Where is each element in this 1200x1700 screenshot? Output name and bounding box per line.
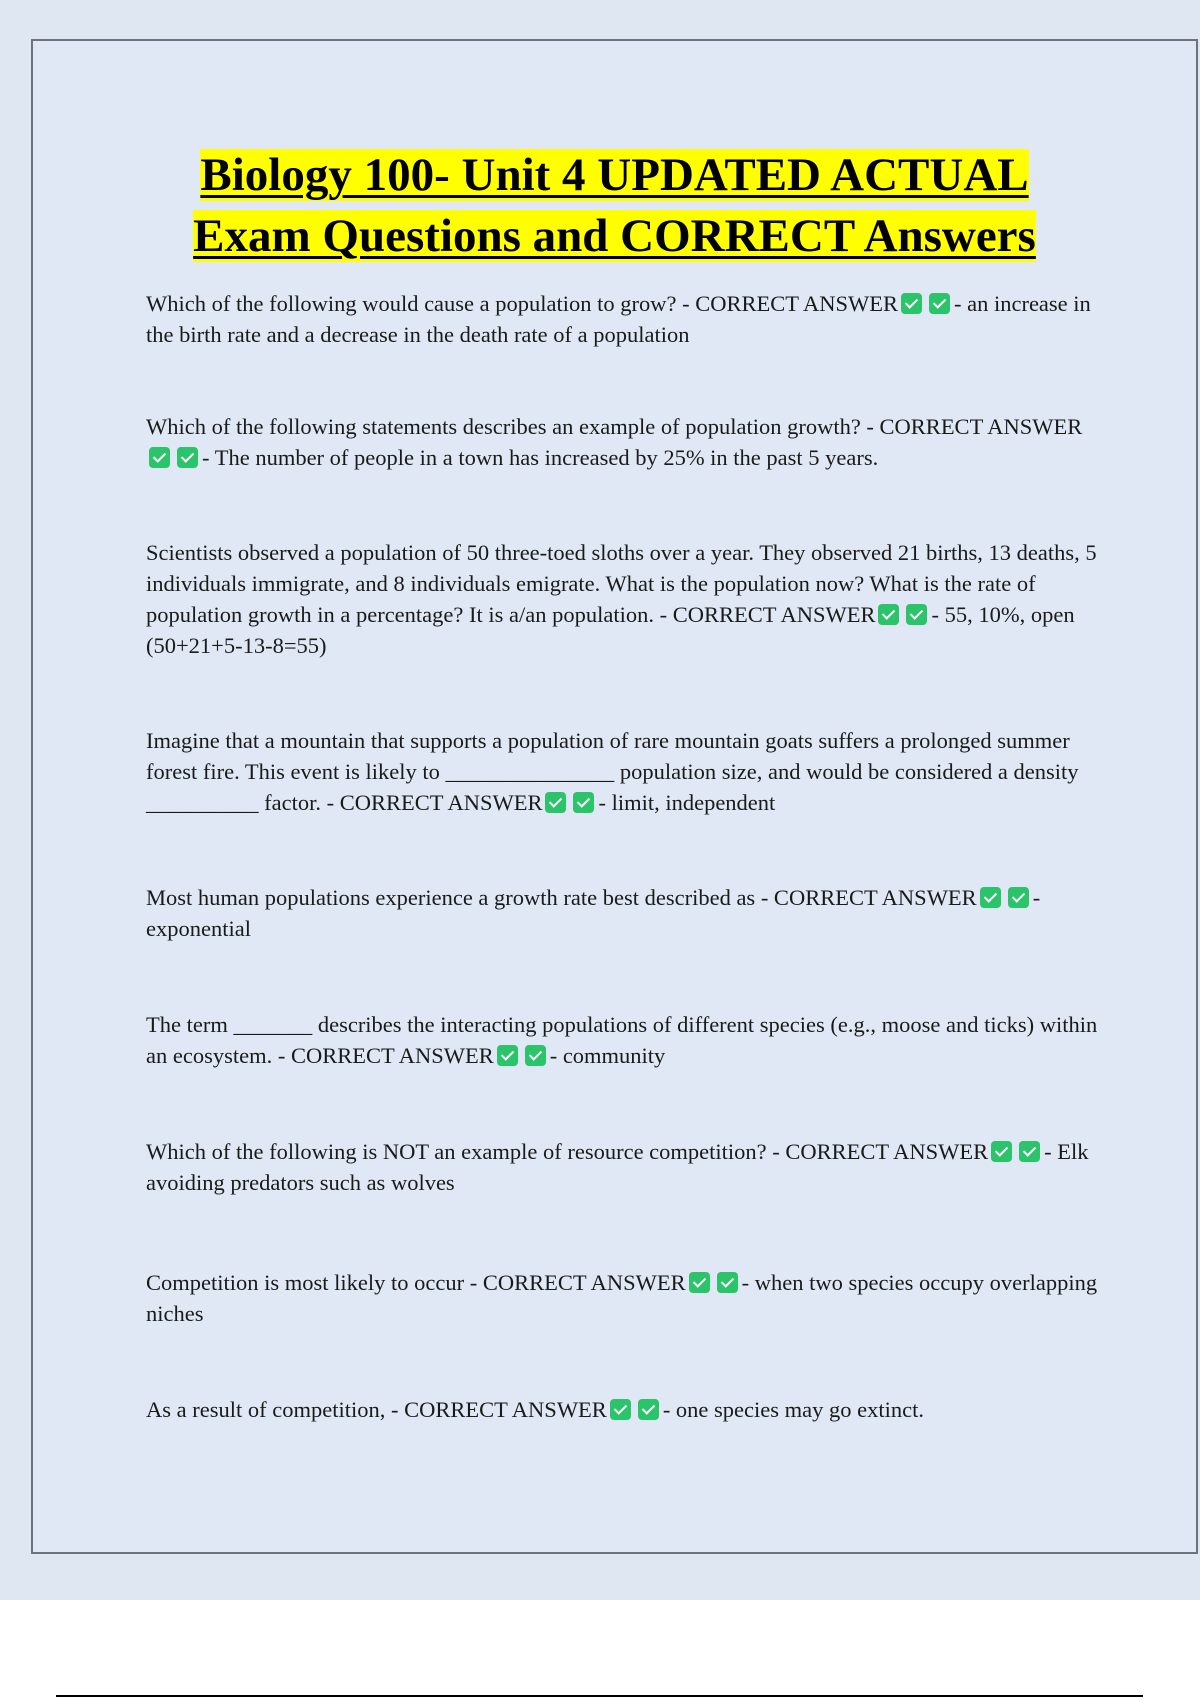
green-checkmark-icon xyxy=(901,293,922,314)
answer-text: - limit, independent xyxy=(598,790,776,815)
qa-item-3 xyxy=(146,537,1106,661)
answer-text: - an increase in the birth rate and a decrease in the death rate of a population xyxy=(146,291,1091,347)
green-checkmark-icon xyxy=(638,1399,659,1420)
green-checkmark-icon xyxy=(1008,887,1029,908)
green-checkmark-icon xyxy=(980,887,1001,908)
green-checkmark-icon xyxy=(149,447,170,468)
qa-item-9 xyxy=(146,1394,1106,1425)
question-text: Imagine that a mountain that supports a population of rare mountain goats suffers a prolonged summer forest fire. This event is likely to _______________ population size, and would be considered a density __________ factor. - CORRECT ANSWER xyxy=(146,728,1079,815)
green-checkmark-icon xyxy=(906,604,927,625)
document-title xyxy=(33,145,1196,267)
question-text: As a result of competition, - CORRECT ANSWER xyxy=(146,1397,607,1422)
question-text: Scientists observed a population of 50 three-toed sloths over a year. They observed 21 births, 13 deaths, 5 individuals immigrate, and 8 individuals emigrate. What is the population now? What is the rate of population growth in a percentage? It is a/an population. - CORRECT ANSWER xyxy=(146,540,1097,627)
answer-text: - one species may go extinct. xyxy=(662,1397,924,1422)
answer-text: - exponential xyxy=(146,885,1041,941)
green-checkmark-icon xyxy=(1019,1141,1040,1162)
answer-text: - Elk avoiding predators such as wolves xyxy=(146,1139,1089,1195)
qa-item-4 xyxy=(146,725,1106,818)
qa-item-5 xyxy=(146,882,1106,944)
question-text: Which of the following is NOT an example of resource competition? - CORRECT ANSWER xyxy=(146,1139,989,1164)
qa-item-7 xyxy=(146,1136,1106,1198)
question-text: Competition is most likely to occur - CORRECT ANSWER xyxy=(146,1270,686,1295)
question-text: The term _______ describes the interacting populations of different species (e.g., moose and ticks) within an ecosystem. - CORRECT ANSWER xyxy=(146,1012,1098,1068)
document-page xyxy=(31,39,1198,1554)
green-checkmark-icon xyxy=(689,1272,710,1293)
answer-text: - community xyxy=(549,1043,666,1068)
green-checkmark-icon xyxy=(991,1141,1012,1162)
green-checkmark-icon xyxy=(545,792,566,813)
green-checkmark-icon xyxy=(610,1399,631,1420)
answer-text: - The number of people in a town has increased by 25% in the past 5 years. xyxy=(202,445,879,470)
green-checkmark-icon xyxy=(525,1045,546,1066)
green-checkmark-icon xyxy=(717,1272,738,1293)
answer-text: - 55, 10%, open (50+21+5-13-8=55) xyxy=(146,602,1075,658)
green-checkmark-icon xyxy=(878,604,899,625)
footer-divider xyxy=(56,1695,1143,1697)
title-line-1: Biology 100- Unit 4 UPDATED ACTUAL xyxy=(200,149,1029,201)
question-text: Most human populations experience a growth rate best described as - CORRECT ANSWER xyxy=(146,885,977,910)
title-line-2: Exam Questions and CORRECT Answers xyxy=(193,210,1036,262)
question-text: Which of the following statements describes an example of population growth? - CORRECT ANSWER xyxy=(146,414,1083,439)
qa-item-8 xyxy=(146,1267,1106,1329)
question-text: Which of the following would cause a population to grow? - CORRECT ANSWER xyxy=(146,291,898,316)
green-checkmark-icon xyxy=(573,792,594,813)
green-checkmark-icon xyxy=(929,293,950,314)
green-checkmark-icon xyxy=(497,1045,518,1066)
answer-text: - when two species occupy overlapping niches xyxy=(146,1270,1098,1326)
qa-item-2 xyxy=(146,411,1106,473)
qa-item-6 xyxy=(146,1009,1106,1071)
green-checkmark-icon xyxy=(177,447,198,468)
qa-item-1 xyxy=(146,288,1106,350)
